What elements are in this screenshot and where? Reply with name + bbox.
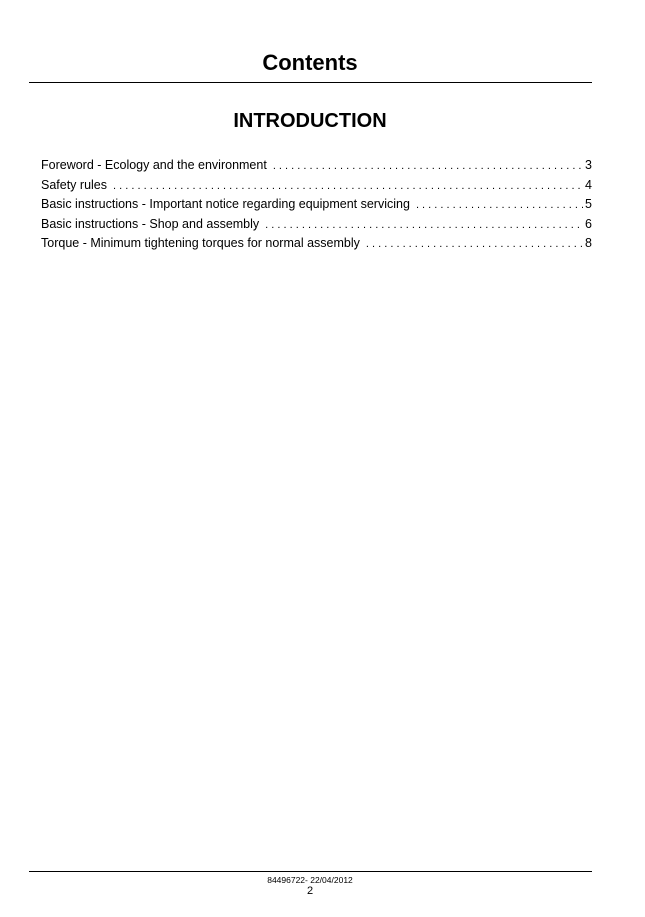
toc-entry-page: 3 (585, 158, 592, 172)
table-of-contents (41, 156, 592, 254)
toc-entry-label: Basic instructions - Important notice regarding equipment servicing (41, 197, 410, 211)
toc-entry[interactable] (41, 195, 592, 215)
toc-entry-label: Torque - Minimum tightening torques for normal assembly (41, 236, 360, 250)
toc-entry-page: 5 (585, 197, 592, 211)
toc-dot-leader (366, 235, 583, 255)
footer-divider (29, 871, 592, 872)
title-divider (29, 82, 592, 83)
toc-dot-leader (265, 216, 583, 236)
footer-page-number: 2 (306, 885, 314, 897)
toc-entry[interactable] (41, 215, 592, 235)
toc-entry-label: Foreword - Ecology and the environment (41, 158, 267, 172)
toc-entry-page: 6 (585, 216, 592, 231)
toc-entry-label: Basic instructions - Shop and assembly (41, 216, 260, 231)
page-title: Contents (262, 50, 358, 75)
section-heading: INTRODUCTION (233, 110, 387, 132)
toc-entry-page: 8 (585, 236, 592, 250)
toc-entry[interactable] (41, 176, 592, 196)
footer-document-reference: 84496722- 22/04/2012 (267, 875, 353, 885)
toc-entry-page: 4 (585, 177, 592, 192)
toc-dot-leader (416, 196, 583, 216)
toc-entry-label: Safety rules (41, 177, 108, 192)
toc-entry[interactable] (41, 234, 592, 254)
toc-entry[interactable] (41, 156, 592, 176)
toc-dot-leader (113, 177, 583, 197)
toc-dot-leader (273, 157, 583, 177)
